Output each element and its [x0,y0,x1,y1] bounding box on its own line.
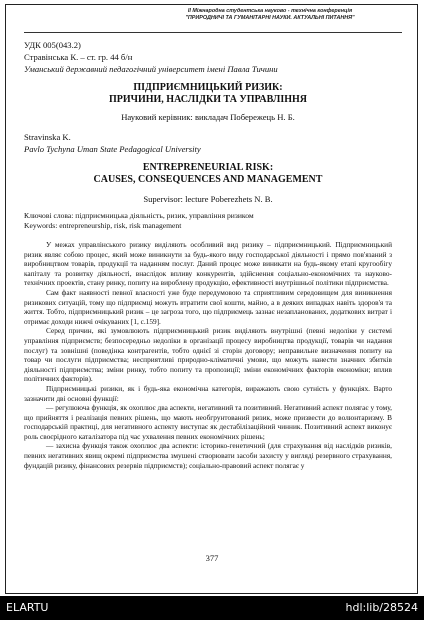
paragraph-2: Сам факт наявності певної власності уже буде передумовою та сприятливим середовищем для виникнення ризикових ситуацій, тому що підприємці можуть втратити свої кошти, майно, а в деяких випадках навіть здоров'я та життя. Тобто, підприємницький ризик – це загроза того, що підприємець зазнає незапланованих, додаткових витрат і отримає доходи нижчі очікуваних [1, с.159]. [24,287,392,326]
title-ua-line-2: ПРИЧИНИ, НАСЛІДКИ ТА УПРАВЛІННЯ [108,94,308,105]
author-ua: Стравінська К. – ст. гр. 44 б/н [24,52,133,62]
article-body [24,240,392,470]
paragraph-6: — захисна функція також охоплює два аспекти: історико-генетичний (для страхування від наслідків ризиків, певних негативних явищ окремі підприємства змушені створювати засоби захисту у вигляді резервного страхування, фундацій ризику, фінансових резервів підприємств); соціально-правовий аспект полягає у [24,441,392,470]
university-en: Pavlo Tychyna Uman State Pedagogical University [24,144,201,154]
title-en-line-1: ENTREPRENEURIAL RISK: [142,162,274,173]
udc-code: УДК 005(043.2) [24,40,81,50]
header-rule [24,32,402,33]
paragraph-4: Підприємницькі ризики, як і будь-яка економічна категорія, виражають свою сутність у функціях. Варто зазначити дві основні функції: [24,383,392,403]
repository-footer [0,596,424,620]
conference-line-1: II Міжнародна студентська науково - технічна конференція [187,8,353,14]
keywords-ua: Ключові слова: підприємницька діяльність, ризик, управління ризиком [24,211,254,220]
page-number: 377 [205,553,219,563]
supervisor-en: Supervisor: lecture Poberezhets N. B. [143,194,273,204]
keywords-en: Keywords: entrepreneurship, risk, risk management [24,221,182,230]
author-en: Stravinska K. [24,132,71,142]
university-ua: Уманський державний педагогічний університет імені Павла Тичини [24,64,278,74]
title-ua-line-1: ПІДПРИЄМНИЦЬКИЙ РИЗИК: [133,82,283,93]
paragraph-1: У межах управлінського ризику виділяють особливий вид ризику – підприємницький. Підприємницький ризик являє собою процес, який може виникнути за будь-якого виду господарської діяльності і прямо пов'язаний з виробництвом товарів, продукції та наданням послуг. Даний процес може виникати на будь-якому етапі кругообігу капіталу та розвитку діяльності, внаслідок впливу конкурентів, здійснення соціально-економічних та науково-технічних проектів, стану ринку, попиту на вироблену продукцію, ефективності внутрішньої політики підприємства. [24,240,392,288]
paragraph-5: — регулююча функція, як охоплює два аспекти, негативний та позитивний. Негативний аспект полягає у тому, що прийняття і реалізація певних рішень, що мають необгрунтований ризик, може призвести до волюнтаризму. В господарській практиці, для негативного аспекту виступає як дестабілізаційний чинник. Позитивний аспект виконує роль своєрідного каталізатора під час ухвалення певних економічних рішень; [24,403,392,441]
supervisor-ua: Науковий керівник: викладач Побережець Н. Б. [121,112,295,122]
conference-line-2: "ПРИРОДНИЧІ ТА ГУМАНІТАРНІ НАУКИ. АКТУАЛЬНІ ПИТАННЯ" [185,15,355,21]
paragraph-3: Серед причин, які зумовлюють підприємницький ризик виділяють внутрішні (певні недоліки у системі управління підприємств; безпосередньо недоліки в організації процесу виробництва продукції, товарів чи надання послуг) та зовнішні (поведінка контрагентів, тобто однієї зі сторін договору; неправильне визначення попиту на товар чи послуги підприємства; несприятливі природно-кліматичні умови, що можуть нанести значних збитків діяльності підприємства; зміни ринку, тобто попиту та пропозиції; зміни економічних факторів економіки; вплив політичних факторів). [24,326,392,384]
repository-name: ELARTU [6,601,49,614]
conference-header [150,8,390,22]
title-en-line-2: CAUSES, CONSEQUENCES AND MANAGEMENT [93,174,323,185]
handle-link[interactable]: hdl:lib/28524 [345,601,418,614]
